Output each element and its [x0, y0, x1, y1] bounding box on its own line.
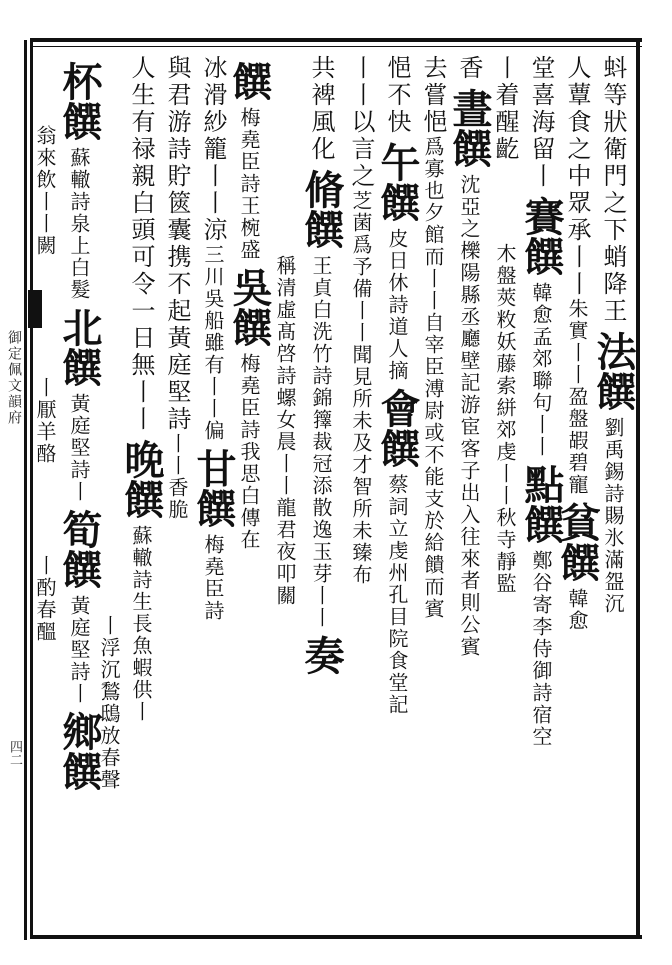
column-note: 丨厭羊酪 — [33, 377, 57, 465]
right-border — [636, 38, 640, 939]
column-note: 蔡詞立虔州孔目院食堂記 — [385, 474, 409, 716]
text-column-12 — [190, 55, 237, 935]
text-column-8 — [344, 55, 378, 935]
column-note: 三川吳船雖有丨丨偏 — [201, 244, 225, 442]
text-column-10 — [268, 55, 302, 935]
text-column-11 — [226, 55, 273, 935]
text-column-14 — [118, 55, 165, 935]
text-column-1 — [590, 55, 637, 935]
headword: 杯饌 — [56, 61, 103, 141]
column-note: 丨丨香脆 — [165, 433, 189, 521]
headword: 脩饌 — [298, 169, 345, 249]
text-column-16 — [56, 55, 103, 935]
column-note: 皮日休詩道人摘 — [385, 228, 409, 382]
headword: 鄉饌 — [56, 711, 103, 791]
column-note: 芝菌爲予備丨丨 — [349, 190, 373, 344]
column-text: 與君游詩貯篋囊携不起黃庭堅詩 — [163, 55, 191, 433]
column-note: 梅堯臣詩我思白傳在 — [237, 353, 261, 551]
bottom-border — [30, 935, 642, 939]
column-text: 共裨風化 — [307, 55, 335, 163]
headword: 會饌 — [374, 388, 421, 468]
text-column-15 — [92, 55, 126, 935]
margin-page-number: 四二 — [7, 740, 22, 766]
column-text: 人蕈食之中眾承丨丨 — [563, 55, 591, 298]
headword: 吳饌 — [226, 267, 273, 347]
headword: 筍饌 — [56, 509, 103, 589]
column-note: 丨浮沉鶖鴟放春聲 — [97, 615, 121, 791]
headword: 北饌 — [56, 307, 103, 387]
column-note: 稱清虛髙啓詩螺女晨丨丨龍君夜叩關 — [273, 255, 297, 607]
column-note: 梅堯臣詩王椀盛 — [237, 107, 261, 261]
column-note: 木盤莢敉妖藤索絣 — [493, 243, 517, 419]
column-note: 翁來飲丨丨闕 — [33, 125, 57, 257]
headword: 點饌 — [518, 464, 565, 544]
text-column-3 — [518, 55, 565, 935]
headword: 貧饌 — [554, 502, 601, 582]
text-column-5 — [446, 55, 493, 935]
headword: 奏 — [298, 635, 345, 675]
column-text: 香 — [455, 55, 483, 82]
text-column-9 — [298, 55, 345, 935]
column-note: 黃庭堅詩丨 — [67, 595, 91, 705]
column-note: 蘇轍詩生長魚蝦供丨 — [129, 525, 153, 723]
column-text: 冰滑紗籠丨丨涼 — [199, 55, 227, 244]
text-column-2 — [554, 55, 601, 935]
column-text: 丨丨以言之 — [347, 55, 375, 190]
column-note: 沈亞之櫟陽縣丞廳壁記游宦客子出入往來者則公賓 — [457, 174, 481, 658]
column-note: 韓愈孟郊聯句丨丨 — [529, 282, 553, 458]
column-note: 聞見所未及才智所未臻布 — [349, 344, 373, 586]
headword: 午饌 — [374, 142, 421, 222]
headword: 饌 — [226, 61, 273, 101]
top-border — [30, 38, 642, 42]
headword: 法饌 — [590, 331, 637, 411]
column-note: 朱實丨丨盈盤嘏碧寵 — [565, 298, 589, 496]
text-column-7 — [374, 55, 421, 935]
margin-strip — [0, 40, 27, 940]
column-note: 韓愈 — [565, 588, 589, 632]
top-border-thin — [30, 46, 642, 47]
column-note: 爲寡也夕館而丨丨自宰臣溥尉或不能支於給饋而賓 — [421, 136, 445, 620]
headword: 晝饌 — [446, 88, 493, 168]
text-column-13 — [160, 55, 194, 935]
column-note: 郊虔丨丨秋寺靜監 — [493, 419, 517, 595]
column-note: 丨酌春醞 — [33, 555, 57, 643]
column-text: 丨着醒齕 — [491, 55, 519, 163]
column-note: 王貞白洗竹詩錦籜裁冠添散逸玉芽丨丨 — [309, 255, 333, 629]
text-column-4 — [488, 55, 522, 935]
column-text: 去嘗悒 — [419, 55, 447, 136]
column-note: 鄭谷寄李侍御詩宿空 — [529, 550, 553, 748]
column-text: 蚪等狀衛門之下蛸降王 — [599, 55, 627, 325]
column-note: 劉禹錫詩賜氷滿盌沉 — [601, 417, 625, 615]
text-column-17 — [33, 55, 62, 935]
headword: 賽饌 — [518, 196, 565, 276]
column-text: 人生有禄親白頭可令一日無丨丨 — [127, 55, 155, 433]
column-note: 蘇轍詩泉上白髮 — [67, 147, 91, 301]
headword: 甘饌 — [190, 448, 237, 528]
column-text: 悒不快 — [383, 55, 411, 136]
column-text: 堂喜海留丨 — [527, 55, 555, 190]
headword: 晚饌 — [118, 439, 165, 519]
margin-title: 御定佩文韻府 — [6, 330, 22, 426]
text-column-6 — [416, 55, 450, 935]
column-note: 梅堯臣詩 — [201, 534, 225, 622]
column-note: 黃庭堅詩丨 — [67, 393, 91, 503]
